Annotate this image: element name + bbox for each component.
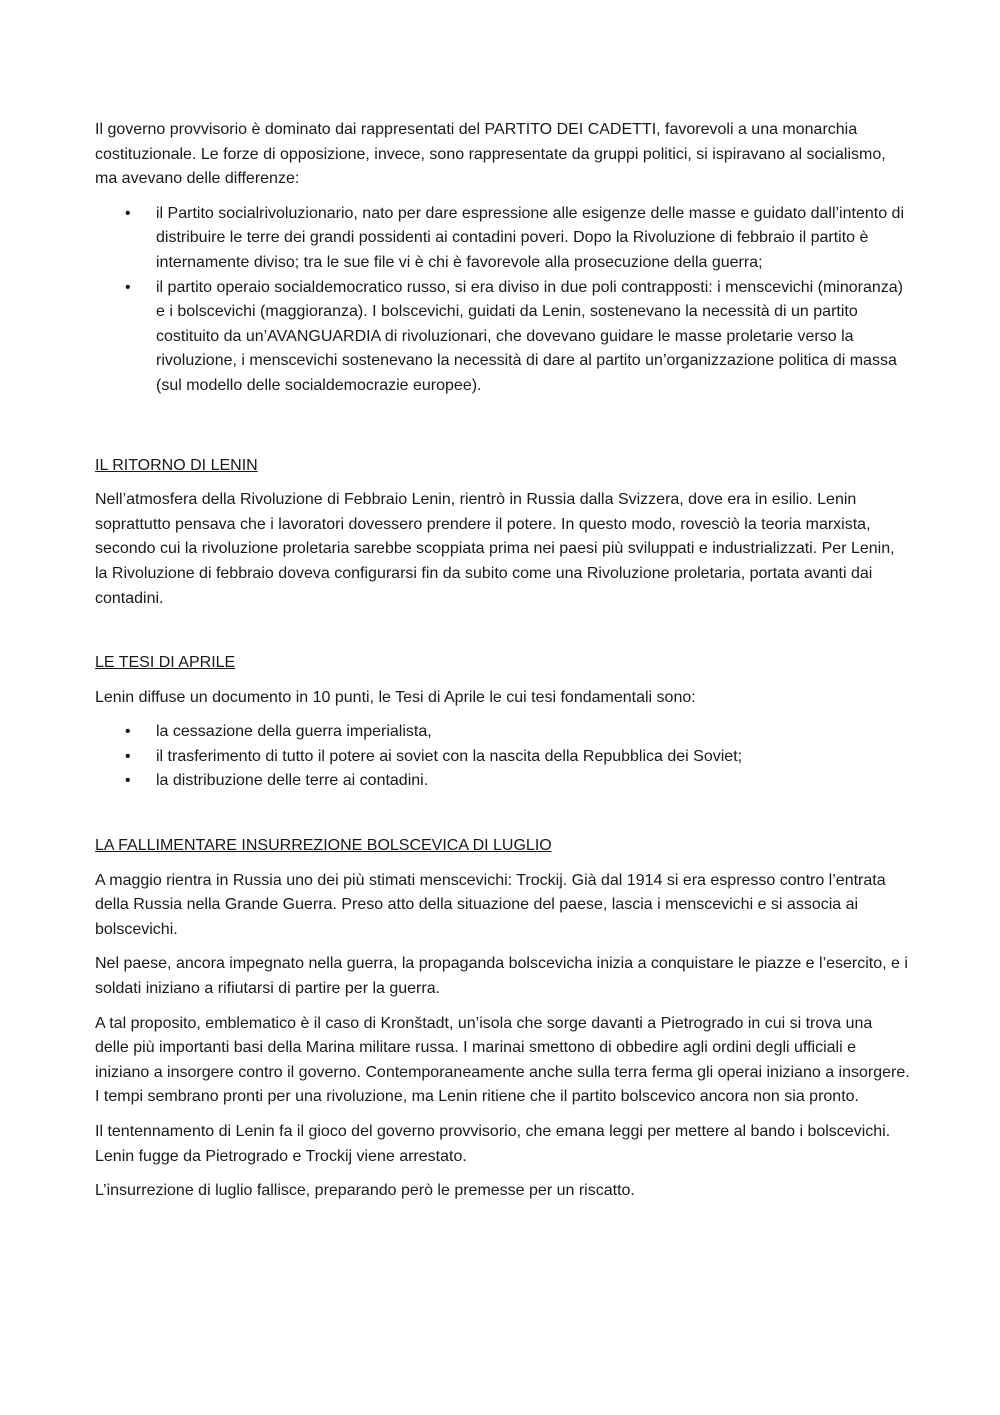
list-item: • il partito operaio socialdemocratico russo, si era diviso in due poli contrapposti: i menscevichi (minoranza) e i bolscevichi (maggioranza). I bolscevichi, guidati da Lenin, sostenevano la necessità di un partito costituito da un’AVANGUARDIA di rivoluzionari, che dovevano guidare le masse proletarie verso la rivoluzione, i menscevichi sostenevano la necessità di dare al partito un’organizzazione politica di massa (sul modello delle socialdemocrazie europee). (95, 276, 910, 399)
insurrezione-paragraph: A maggio rientra in Russia uno dei più stimati menscevichi: Trockij. Già dal 1914 si era espresso contro l’entrata della Russia nella Grande Guerra. Preso atto della situazione del paese, lascia i menscevichi e si associa ai bolscevichi. (95, 871, 886, 938)
list-item: • il trasferimento di tutto il potere ai soviet con la nascita della Repubblica dei Soviet; (95, 745, 910, 770)
document-page (95, 118, 910, 1214)
section-heading-insurrezione: LA FALLIMENTARE INSURREZIONE BOLSCEVICA DI LUGLIO (95, 837, 552, 855)
section-heading-tesi: LE TESI DI APRILE (95, 654, 236, 672)
tesi-list (95, 720, 910, 794)
intro-paragraph: Il governo provvisorio è dominato dai rappresentati del PARTITO DEI CADETTI, favorevoli a una monarchia costituzionale. Le forze di opposizione, invece, sono rappresentate da gruppi politici, si ispiravano al socialismo, ma avevano delle differenze: (95, 121, 886, 188)
list-item: • la distribuzione delle terre ai contadini. (95, 769, 910, 794)
ritorno-paragraph: Nell’atmosfera della Rivoluzione di Febbraio Lenin, rientrò in Russia dalla Svizzera, dove era in esilio. Lenin soprattutto pensava che i lavoratori dovessero prendere il potere. In questo modo, rovesciò la teoria marxista, secondo cui la rivoluzione proletaria sarebbe scoppiata prima nei paesi più sviluppati e industrializzati. Per Lenin, la Rivoluzione di febbraio doveva configurarsi fin da subito come una Rivoluzione proletaria, portata avanti dai contadini. (95, 491, 895, 607)
tesi-paragraph: Lenin diffuse un documento in 10 punti, le Tesi di Aprile le cui tesi fondamentali sono: (95, 688, 696, 706)
insurrezione-paragraph: Il tentennamento di Lenin fa il gioco del governo provvisorio, che emana leggi per mettere al bando i bolscevichi. Lenin fugge da Pietrogrado e Trockij viene arrestato. (95, 1123, 891, 1165)
list-item: • il Partito socialrivoluzionario, nato per dare espressione alle esigenze delle masse e guidato dall’intento di distribuire le terre dei grandi possidenti ai contadini poveri. Dopo la Rivoluzione di febbraio il partito è internamente diviso; tra le sue file vi è chi è favorevole alla prosecuzione della guerra; (95, 202, 910, 276)
insurrezione-paragraph: Nel paese, ancora impegnato nella guerra, la propaganda bolscevicha inizia a conquistare le piazze e l’esercito, e i soldati iniziano a rifiutarsi di partire per la guerra. (95, 955, 908, 998)
opposition-list (95, 202, 910, 399)
list-item: • la cessazione della guerra imperialista, (95, 720, 910, 745)
insurrezione-paragraph: L’insurrezione di luglio fallisce, preparando però le premesse per un riscatto. (95, 1182, 635, 1200)
insurrezione-paragraph: A tal proposito, emblematico è il caso di Kronštadt, un’isola che sorge davanti a Pietrogrado in cui si trova una delle più importanti basi della Marina militare russa. I marinai smettono di obbedire agli ordini degli ufficiali e iniziano a insorgere contro il governo. Contemporaneamente anche sulla terra ferma gli operai iniziano a insorgere. I tempi sembrano pronti per una rivoluzione, ma Lenin ritiene che il partito bolscevico ancora non sia pronto. (95, 1014, 910, 1106)
section-heading-ritorno: IL RITORNO DI LENIN (95, 456, 258, 474)
